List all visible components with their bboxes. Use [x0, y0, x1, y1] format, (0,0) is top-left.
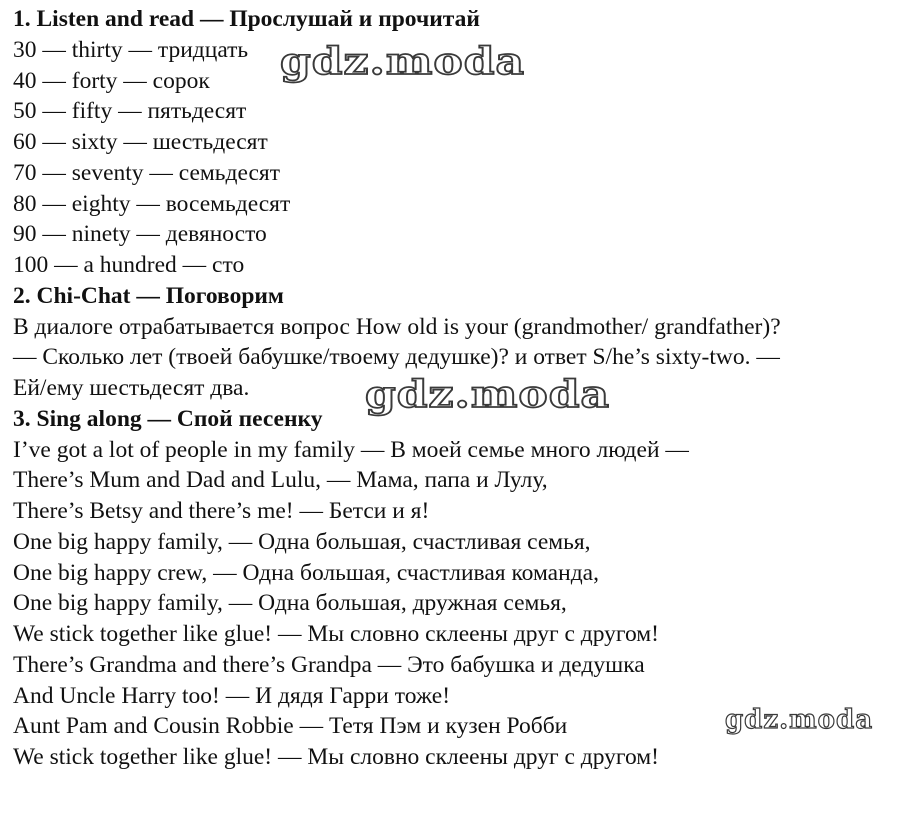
watermark-bottom: gdz.moda: [725, 705, 874, 735]
number-line-100: 100 — a hundred — сто: [13, 252, 245, 278]
number-line-70: 70 — seventy — семьдесят: [13, 159, 281, 186]
number-line-80: 80 — eighty — восемьдесят: [13, 190, 291, 217]
watermark-middle: gdz.moda: [365, 373, 611, 417]
watermark-top: gdz.moda: [280, 40, 526, 84]
song-line-3: There’s Betsy and there’s me! — Бетси и я!: [13, 498, 430, 524]
song-line-7: We stick together like glue! — Мы словно склеены друг с другом!: [13, 621, 659, 647]
song-line-5: One big happy crew, — Одна большая, счастливая команда,: [13, 559, 599, 586]
number-line-60: 60 — sixty — шестьдесят: [13, 129, 268, 155]
number-line-50: 50 — fifty — пятьдесят: [13, 98, 247, 125]
section-1-heading: 1. Listen and read — Прослушай и прочитай: [13, 6, 480, 32]
chat-paragraph-line-2: — Сколько лет (твоей бабушке/твоему дедушке)? и ответ S/he’s sixty-two. —: [13, 344, 780, 371]
number-line-90: 90 — ninety — девяносто: [13, 221, 267, 248]
song-line-9: And Uncle Harry too! — И дядя Гарри тоже!: [13, 682, 451, 709]
song-line-11: We stick together like glue! — Мы словно склеены друг с другом!: [13, 744, 659, 770]
song-line-4: One big happy family, — Одна большая, счастливая семья,: [13, 528, 591, 555]
song-line-6: One big happy family, — Одна большая, дружная семья,: [13, 590, 567, 617]
number-line-30: 30 — thirty — тридцать: [13, 36, 249, 63]
song-line-1: I’ve got a lot of people in my family — В моей семье много людей —: [13, 436, 689, 463]
song-line-2: There’s Mum and Dad and Lulu, — Мама, папа и Лулу,: [13, 467, 548, 494]
song-line-10: Aunt Pam and Cousin Robbie — Тетя Пэм и кузен Робби: [13, 713, 568, 740]
section-3-heading: 3. Sing along — Спой песенку: [13, 405, 323, 432]
number-line-40: 40 — forty — сорок: [13, 67, 210, 94]
section-2-heading: 2. Chi-Chat — Поговорим: [13, 282, 284, 309]
chat-paragraph-line-3: Ей/ему шестьдесят два.: [13, 375, 250, 401]
chat-paragraph-line-1: В диалоге отрабатывается вопрос How old is your (grandmother/ grandfather)?: [13, 313, 781, 340]
song-line-8: There’s Grandma and there’s Grandpa — Это бабушка и дедушка: [13, 651, 645, 678]
